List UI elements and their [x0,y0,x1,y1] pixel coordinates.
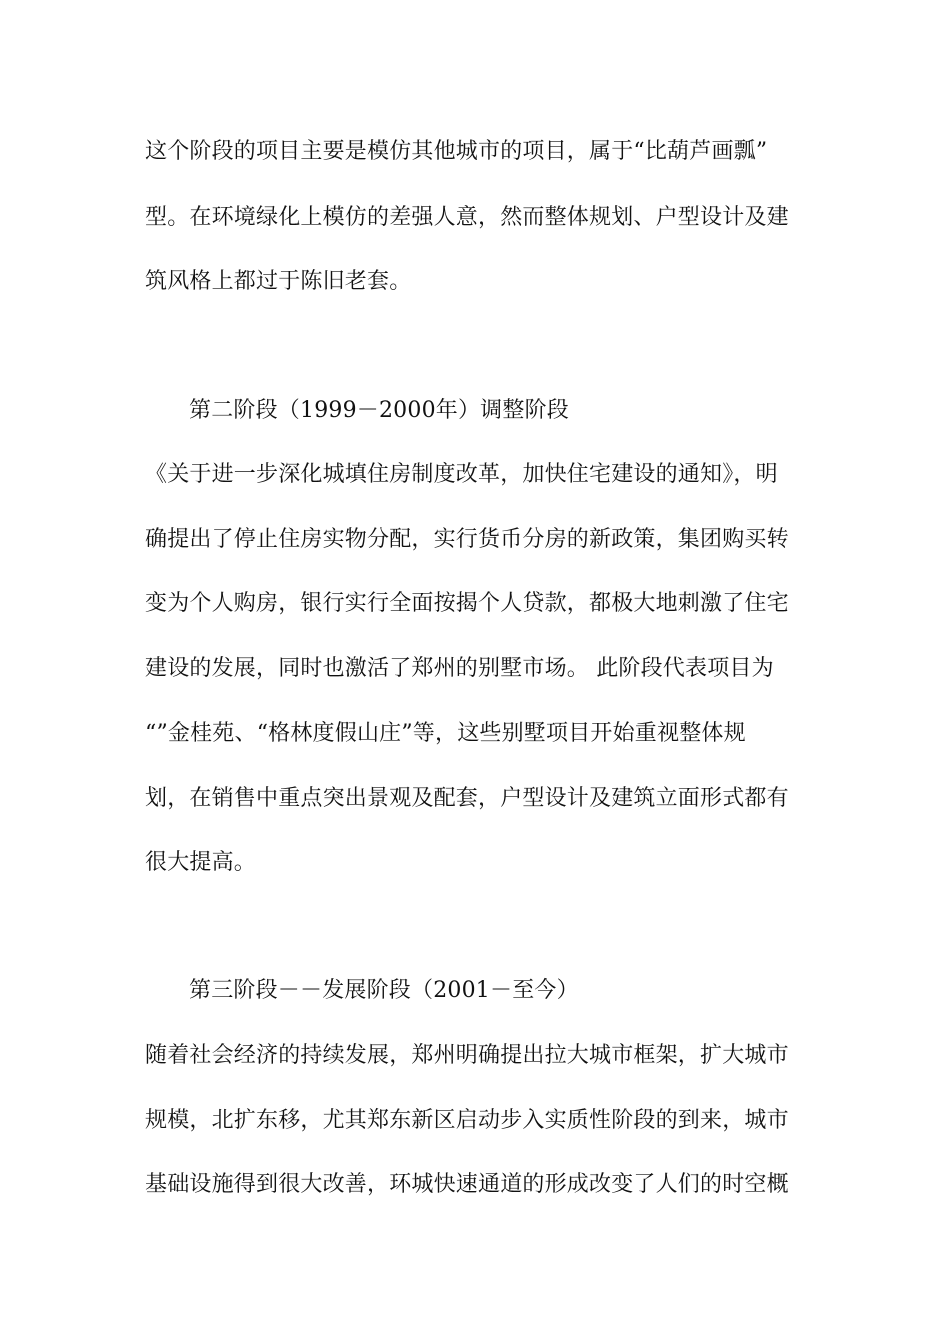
section-heading: 第二阶段（1999－2000年）调整阶段 [189,398,569,423]
paragraph-line: 规模，北扩东移，尤其郑东新区启动步入实质性阶段的到来，城市 [145,1108,789,1133]
paragraph-line: 变为个人购房，银行实行全面按揭个人贷款，都极大地刺激了住宅 [145,591,789,616]
paragraph-line: 这个阶段的项目主要是模仿其他城市的项目，属于“比葫芦画瓢” [145,139,768,164]
paragraph-line: 建设的发展，同时也激活了郑州的别墅市场。 此阶段代表项目为 [145,656,774,681]
section-heading: 第三阶段－－发展阶段（2001－至今） [189,978,579,1003]
paragraph-line: 随着社会经济的持续发展，郑州明确提出拉大城市框架，扩大城市 [145,1043,789,1068]
paragraph-line: 型。在环境绿化上模仿的差强人意，然而整体规划、户型设计及建 [145,205,789,230]
paragraph-line: 基础设施得到很大改善，环城快速通道的形成改变了人们的时空概 [145,1172,789,1197]
paragraph-line: 很大提高。 [145,850,257,875]
paragraph-line: 《关于进一步深化城填住房制度改革，加快住宅建设的通知》，明 [145,462,778,487]
paragraph-line: “”金桂苑、“格林度假山庄”等，这些别墅项目开始重视整体规 [145,721,746,746]
paragraph-line: 筑风格上都过于陈旧老套。 [145,269,412,294]
paragraph-line: 确提出了停止住房实物分配，实行货币分房的新政策，集团购买转 [145,527,789,552]
paragraph-line: 划，在销售中重点突出景观及配套，户型设计及建筑立面形式都有 [145,786,789,811]
